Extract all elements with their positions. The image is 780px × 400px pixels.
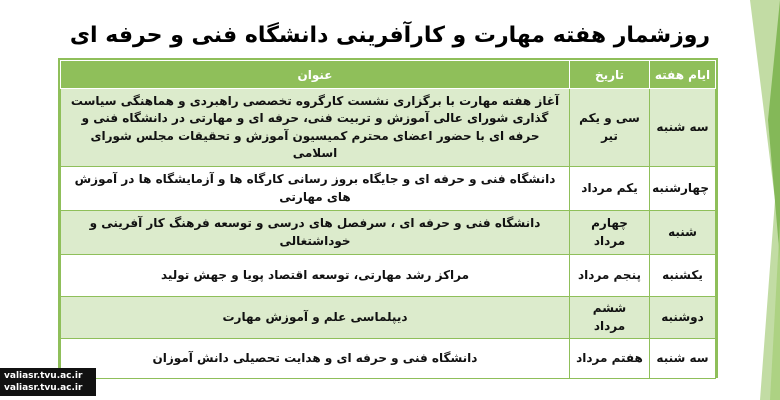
table-row (61, 255, 716, 297)
cell-date: هفتم مرداد (570, 339, 650, 379)
schedule-table (60, 60, 716, 379)
page-title: روزشمار هفته مهارت و کارآفرینی دانشگاه فنی و حرفه ای (69, 23, 711, 48)
green-corner-decoration (720, 0, 780, 400)
table-row (61, 339, 716, 379)
cell-day: یکشنبه (650, 255, 716, 297)
cell-date: پنجم مرداد (570, 255, 650, 297)
site-url-line: valiasr.tvu.ac.ir (4, 371, 83, 381)
cell-day: چهارشنبه (650, 167, 716, 211)
table-row (61, 89, 716, 167)
header-day: ایام هفته (650, 61, 716, 89)
cell-date: چهارم مرداد (570, 211, 650, 255)
cell-date: ششم مرداد (570, 297, 650, 339)
cell-subject: دانشگاه فنی و حرفه ای و هدایت تحصیلی دانش آموزان (61, 339, 570, 379)
cell-subject: دانشگاه فنی و حرفه ای و جایگاه بروز رسانی کارگاه ها و آزمایشگاه ها در آموزش های مهارتی (61, 167, 570, 211)
schedule-table-container (58, 58, 718, 378)
site-url-line: valiasr.tvu.ac.ir (4, 383, 83, 393)
cell-subject: مراکز رشد مهارتی، توسعه اقتصاد پویا و جهش تولید (61, 255, 570, 297)
table-row (61, 297, 716, 339)
cell-day: سه شنبه (650, 339, 716, 379)
cell-subject: دیپلماسی علم و آموزش مهارت (61, 297, 570, 339)
header-subject: عنوان (61, 61, 570, 89)
cell-date: سی و یکم تیر (570, 89, 650, 167)
cell-subject: دانشگاه فنی و حرفه ای ، سرفصل های درسی و توسعه فرهنگ کار آفرینی و خوداشتغالی (61, 211, 570, 255)
cell-day: سه شنبه (650, 89, 716, 167)
cell-day: دوشنبه (650, 297, 716, 339)
header-date: تاریخ (570, 61, 650, 89)
site-url-watermark (0, 368, 96, 396)
table-row (61, 167, 716, 211)
cell-day: شنبه (650, 211, 716, 255)
table-row (61, 211, 716, 255)
table-header-row (61, 61, 716, 89)
cell-subject: آغاز هفته مهارت با برگزاری نشست کارگروه تخصصی راهبردی و هماهنگی سیاست گذاری شورای عالی آموزش و تربیت فنی، حرفه ای و مهارتی در دانشگاه فنی و حرفه ای با حضور اعضای محترم کمیسیون آموزش و تحقیقات مجلس شورای اسلامی (61, 89, 570, 167)
cell-date: یکم مرداد (570, 167, 650, 211)
